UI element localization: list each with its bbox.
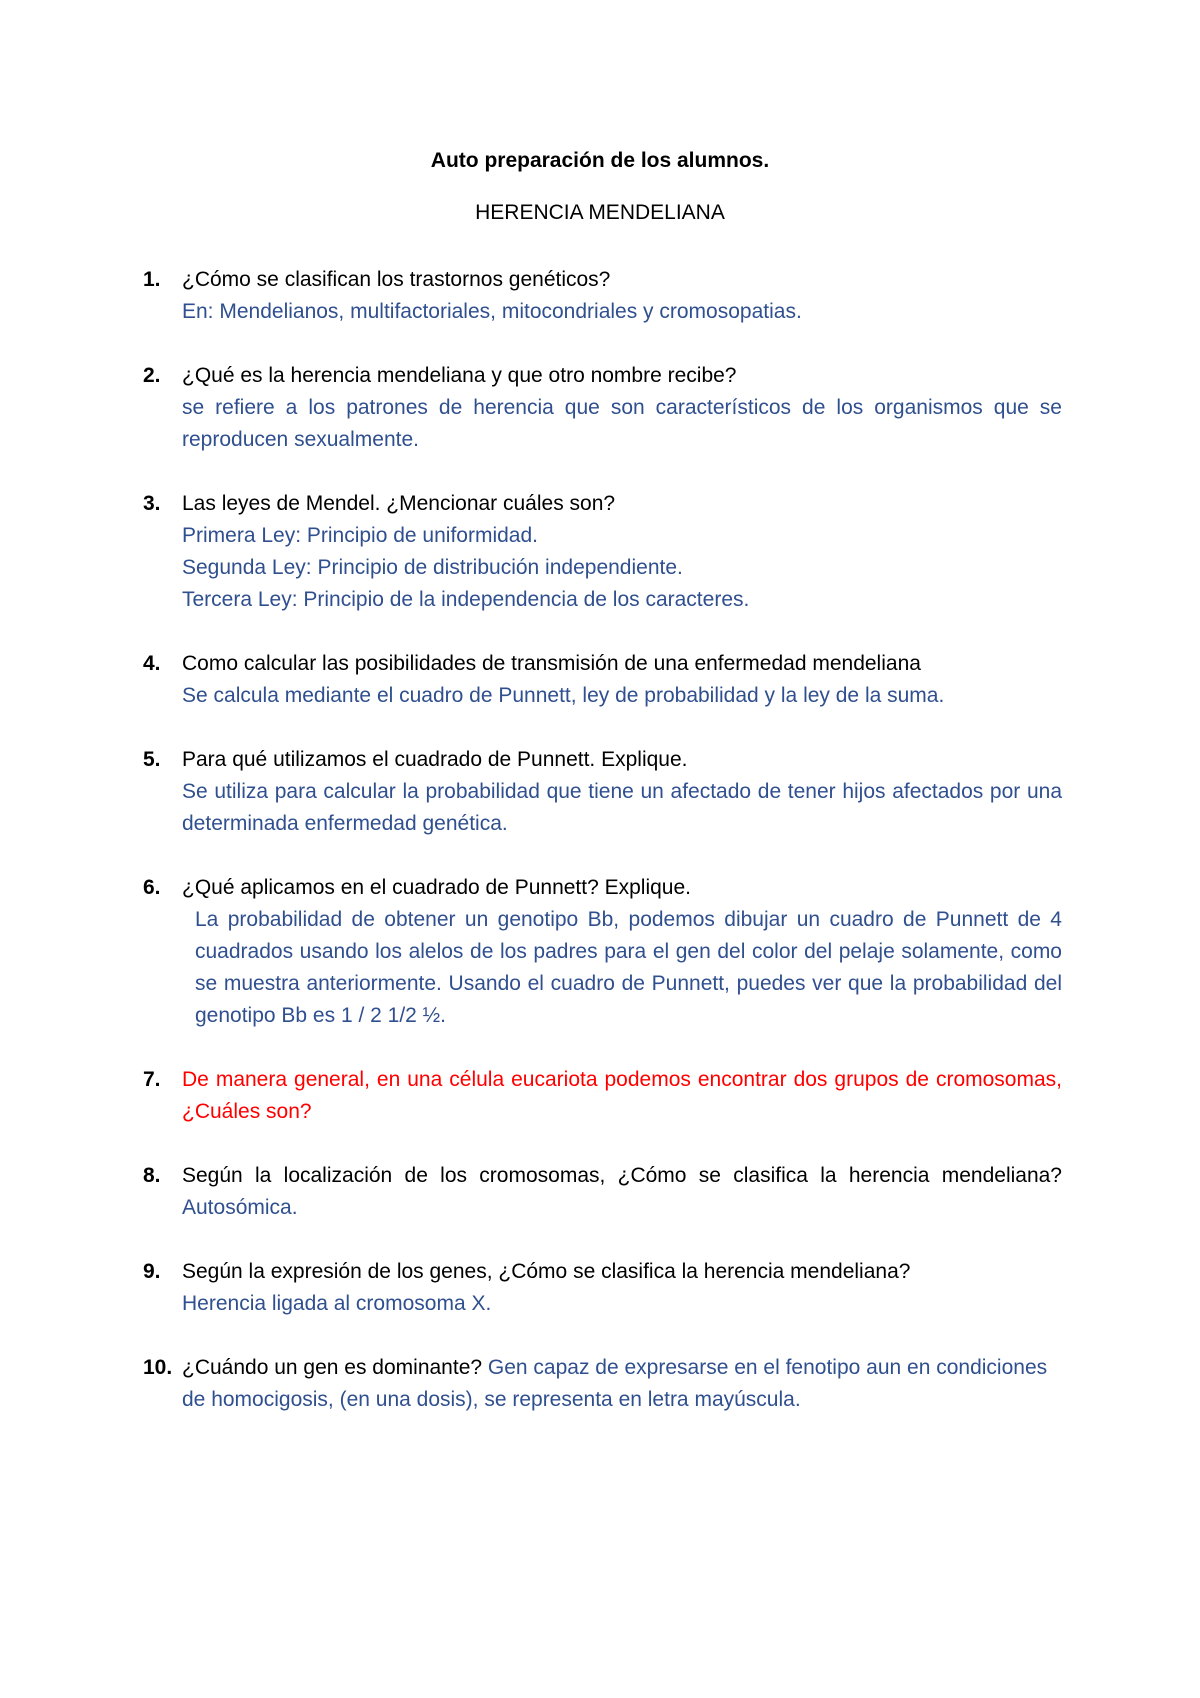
question-number: 3. [143,492,161,515]
answer-second-law: Segunda Ley: Principio de distribución independiente. [182,556,683,579]
question-body [182,1160,1062,1224]
question-body [182,1352,1062,1416]
question-number: 7. [143,1068,161,1091]
question-number: 10. [143,1356,173,1379]
question-text: ¿Qué aplicamos en el cuadrado de Punnett? Explique. [182,876,691,899]
question-body [182,648,1062,712]
question-item-7 [0,1064,1200,1128]
document-subtitle: HERENCIA MENDELIANA [475,201,725,224]
answer-third-law: Tercera Ley: Principio de la independencia de los caracteres. [182,588,750,611]
question-text: Para qué utilizamos el cuadrado de Punnett. Explique. [182,748,688,771]
answer-text: Autosómica. [182,1196,298,1219]
question-text: ¿Cómo se clasifican los trastornos genéticos? [182,268,611,291]
question-number: 9. [143,1260,161,1283]
answer-first-law: Primera Ley: Principio de uniformidad. [182,524,538,547]
question-text: ¿Qué es la herencia mendeliana y que otro nombre recibe? [182,364,737,387]
question-item-6 [0,872,1200,1032]
answer-text: Se utiliza para calcular la probabilidad que tiene un afectado de tener hijos afectados por una determinada enfermedad genética. [182,780,1062,835]
answer-text: Gen capaz de expresarse en el fenotipo aun en condiciones de homocigosis, (en una dosis), se representa en letra mayúscula. [182,1356,1048,1411]
question-item-8 [0,1160,1200,1224]
question-body [182,360,1062,456]
question-number: 8. [143,1164,161,1187]
question-text-highlighted: De manera general, en una célula eucariota podemos encontrar dos grupos de cromosomas, ¿Cuáles son? [182,1068,1062,1123]
document-title: Auto preparación de los alumnos. [430,149,770,172]
question-body [182,488,1062,616]
question-body [182,1064,1062,1128]
question-number: 5. [143,748,161,771]
question-item-5 [0,744,1200,840]
question-number: 1. [143,268,161,291]
question-text: Según la localización de los cromosomas, ¿Cómo se clasifica la herencia mendeliana? [182,1164,1062,1187]
answer-text: La probabilidad de obtener un genotipo Bb, podemos dibujar un cuadro de Punnett de 4 cuadrados usando los alelos de los padres para el gen del color del pelaje solamente, como se muestra anteriormente. Usando el cuadro de Punnett, puedes ver que la probabilidad del genotipo Bb es 1 / 2 1/2 ½. [195,908,1062,1027]
question-text: ¿Cuándo un gen es dominante? [182,1356,483,1379]
question-body [182,744,1062,840]
question-number: 4. [143,652,161,675]
question-item-2 [0,360,1200,456]
question-text: Según la expresión de los genes, ¿Cómo se clasifica la herencia mendeliana? [182,1260,911,1283]
question-text: Como calcular las posibilidades de transmisión de una enfermedad mendeliana [182,652,921,675]
question-body [182,1256,1062,1320]
question-body [182,264,1062,328]
question-number: 6. [143,876,161,899]
question-body [182,872,1062,904]
answer-body-indented [195,904,1062,1032]
question-number: 2. [143,364,161,387]
question-item-4 [0,648,1200,712]
answer-text: En: Mendelianos, multifactoriales, mitocondriales y cromosopatias. [182,300,802,323]
question-item-9 [0,1256,1200,1320]
answer-text: Herencia ligada al cromosoma X. [182,1292,492,1315]
question-list [0,264,1200,1448]
question-item-10 [0,1352,1200,1416]
question-text: Las leyes de Mendel. ¿Mencionar cuáles son? [182,492,616,515]
answer-text: Se calcula mediante el cuadro de Punnett, ley de probabilidad y la ley de la suma. [182,684,945,707]
answer-text: se refiere a los patrones de herencia que son característicos de los organismos que se reproducen sexualmente. [182,396,1062,451]
question-item-3 [0,488,1200,616]
question-item-1 [0,264,1200,328]
